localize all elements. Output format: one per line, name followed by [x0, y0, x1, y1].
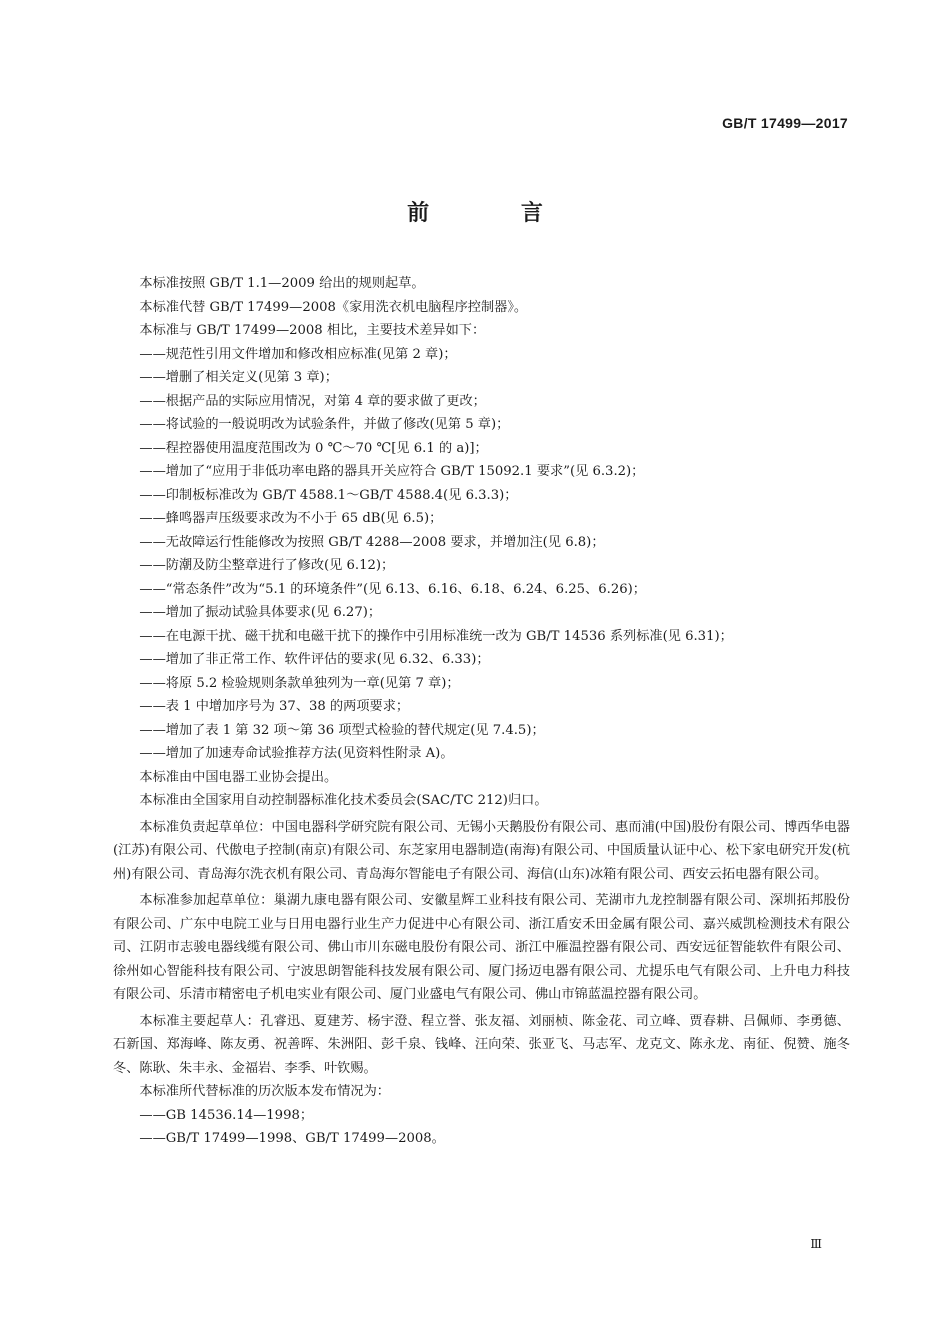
- change-item: ——将试验的一般说明改为试验条件，并做了修改(见第 5 章)；: [139, 417, 510, 432]
- drafting-units-paragraph: 本标准负责起草单位：中国电器科学研究院有限公司、无锡小天鹅股份有限公司、惠而浦(中国)股份有限公司、博西华电器(江苏)有限公司、代傲电子控制(南京)有限公司、东芝家用电器制造(南海)有限公司、中国质量认证中心、松下家电研究开发(杭州)有限公司、青岛海尔洗衣机有限公司、青岛海尔智能电子有限公司、海信(山东)冰箱有限公司、西安云拓电器有限公司。: [113, 819, 850, 882]
- proposal-paragraph: 本标准由中国电器工业协会提出。: [139, 769, 338, 785]
- intro-paragraph: 本标准按照 GB/T 1.1—2009 给出的规则起草。: [139, 276, 425, 291]
- change-item: ——根据产品的实际应用情况，对第 4 章的要求做了更改；: [139, 393, 486, 409]
- change-item: ——蜂鸣器声压级要求改为不小于 65 dB(见 6.5)；: [139, 511, 443, 526]
- change-item: ——表 1 中增加序号为 37、38 的两项要求；: [139, 699, 410, 714]
- change-item: ——增加了加速寿命试验推荐方法(见资料性附录 A)。: [139, 746, 454, 761]
- change-item: ——在电源干扰、磁干扰和电磁干扰下的操作中引用标准统一改为 GB/T 14536 系列标准(见 6.31)；: [139, 628, 733, 644]
- centralized-paragraph: 本标准由全国家用自动控制器标准化技术委员会(SAC/TC 212)归口。: [139, 793, 548, 808]
- history-item: ——GB 14536.14—1998；: [139, 1107, 314, 1123]
- drafters-paragraph: 本标准主要起草人：孔睿迅、夏建芳、杨宇澄、程立誉、张友福、刘丽桢、陈金花、司立峰、贾春耕、吕佩师、李勇德、石新国、郑海峰、陈友勇、祝善晖、朱洲阳、彭千泉、钱峰、汪向荣、张亚飞、马志军、龙克文、陈永龙、南征、倪赞、施冬冬、陈耿、朱丰永、金福岩、李季、叶钦赐。: [113, 1013, 850, 1076]
- change-item: ——程控器使用温度范围改为 0 ℃～70 ℃[见 6.1 的 a)]；: [139, 440, 488, 456]
- history-intro-paragraph: 本标准所代替标准的历次版本发布情况为：: [139, 1084, 390, 1099]
- change-item: ——将原 5.2 检验规则条款单独列为一章(见第 7 章)；: [139, 675, 460, 691]
- change-item: ——规范性引用文件增加和修改相应标准(见第 2 章)；: [139, 346, 457, 362]
- change-item: ——增加了“应用于非低功率电路的器具开关应符合 GB/T 15092.1 要求”(见 6.3.2)；: [139, 464, 645, 479]
- page-title: 前 言: [407, 201, 585, 226]
- change-item: ——“常态条件”改为“5.1 的环境条件”(见 6.13、6.16、6.18、6.24、6.25、6.26)；: [139, 581, 646, 597]
- standard-number: GB/T 17499—2017: [722, 115, 848, 131]
- intro-paragraph: 本标准与 GB/T 17499—2008 相比，主要技术差异如下：: [139, 323, 486, 338]
- document-body: [113, 272, 850, 1151]
- participating-units-paragraph: 本标准参加起草单位：巢湖九康电器有限公司、安徽星辉工业科技有限公司、芜湖市九龙控制器有限公司、深圳拓邦股份有限公司、广东中电院工业与日用电器行业生产力促进中心有限公司、浙江盾安禾田金属有限公司、嘉兴威凯检测技术有限公司、江阴市志骏电器线缆有限公司、佛山市川东磁电股份有限公司、浙江中雁温控器有限公司、西安远征智能软件有限公司、徐州如心智能科技有限公司、宁波思朗智能科技发展有限公司、厦门扬迈电器有限公司、尤提乐电气有限公司、上升电力科技有限公司、乐清市精密电子机电实业有限公司、厦门业盛电气有限公司、佛山市锦蓝温控器有限公司。: [113, 893, 850, 1002]
- page-number: Ⅲ: [810, 1237, 822, 1251]
- history-item: ——GB/T 17499—1998、GB/T 17499—2008。: [139, 1131, 445, 1146]
- change-item: ——无故障运行性能修改为按照 GB/T 4288—2008 要求，并增加注(见 6.8)；: [139, 534, 605, 550]
- change-item: ——增删了相关定义(见第 3 章)；: [139, 370, 338, 385]
- change-item: ——增加了振动试验具体要求(见 6.27)；: [139, 605, 382, 620]
- change-item: ——印制板标准改为 GB/T 4588.1～GB/T 4588.4(见 6.3.3)；: [139, 487, 518, 503]
- change-item: ——防潮及防尘整章进行了修改(见 6.12)；: [139, 558, 395, 573]
- intro-paragraph: 本标准代替 GB/T 17499—2008《家用洗衣机电脑程序控制器》。: [139, 299, 528, 315]
- change-item: ——增加了非正常工作、软件评估的要求(见 6.32、6.33)；: [139, 652, 490, 667]
- change-item: ——增加了表 1 第 32 项～第 36 项型式检验的替代规定(见 7.4.5)；: [139, 722, 545, 738]
